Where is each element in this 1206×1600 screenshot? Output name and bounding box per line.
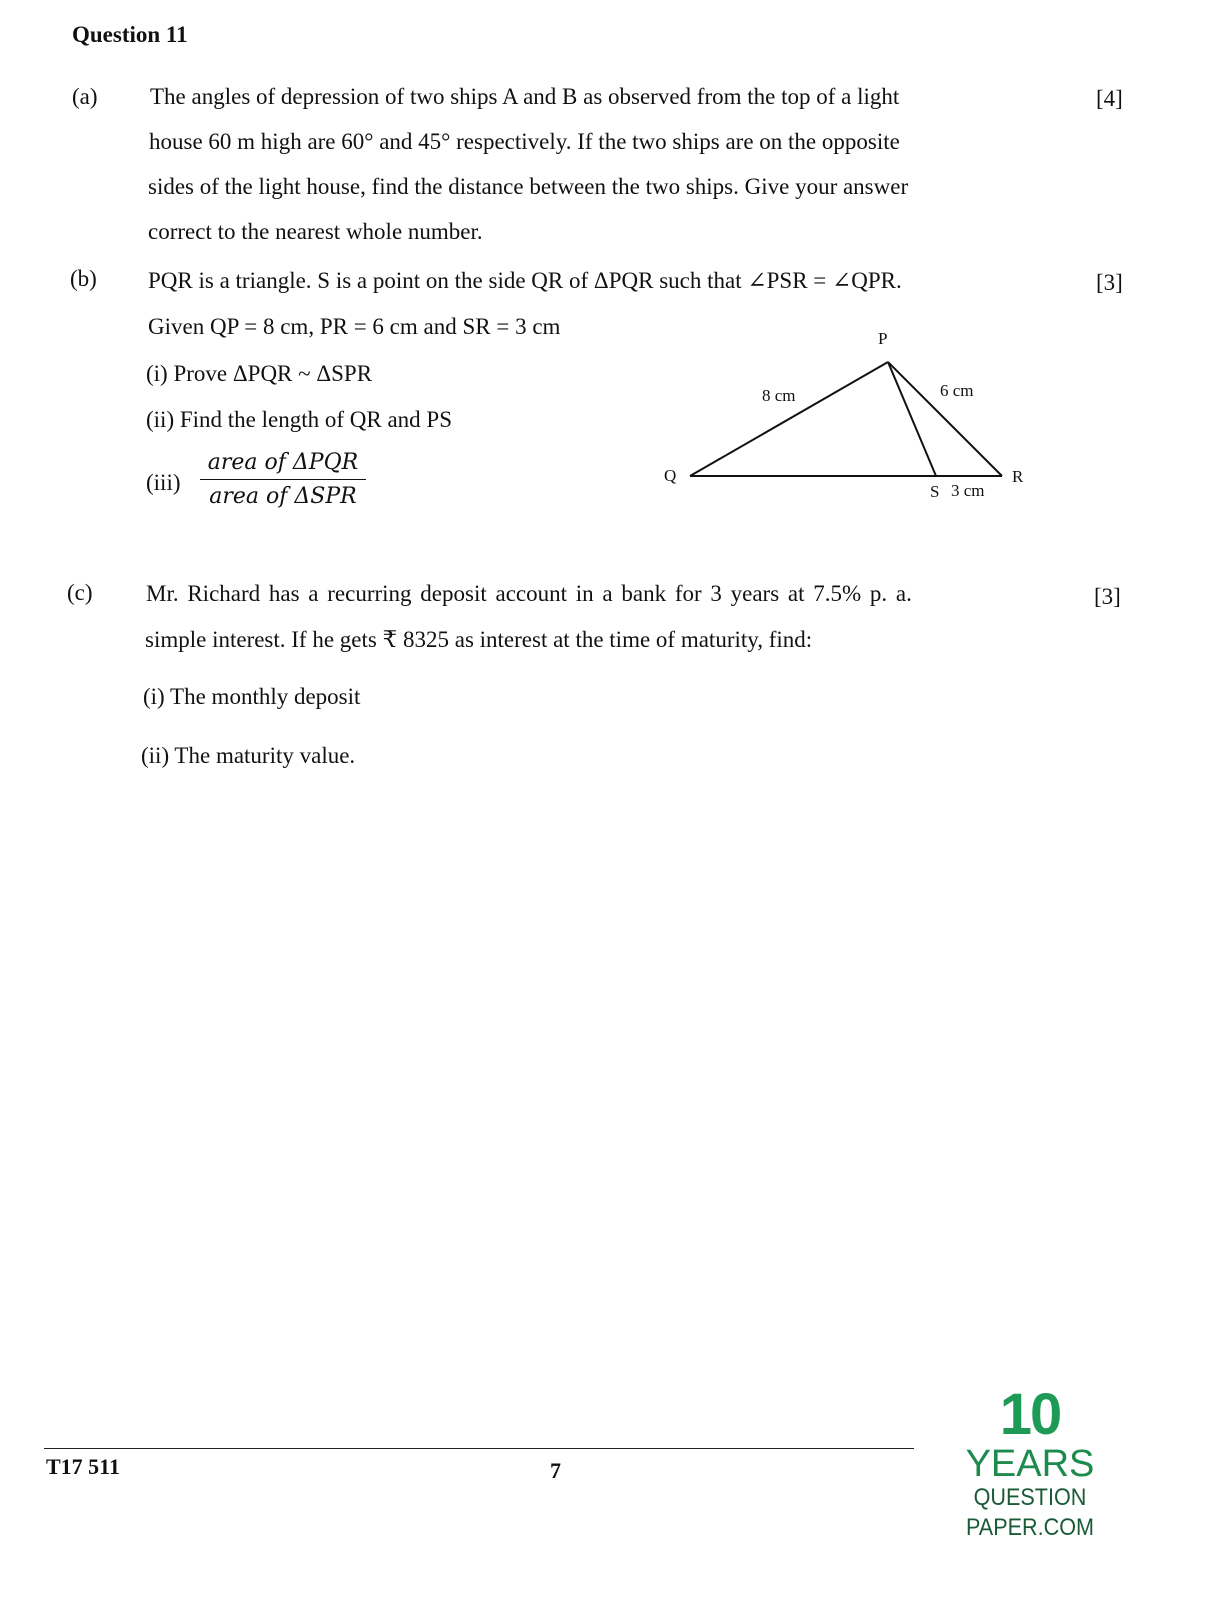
part-a-marks: [4] — [1096, 86, 1123, 111]
segment-ps — [888, 362, 936, 476]
vertex-s-label: S — [930, 482, 940, 501]
part-c-label: (c) — [67, 580, 93, 605]
logo-years: YEARS — [965, 1443, 1095, 1485]
part-b-line-1: PQR is a triangle. S is a point on the side QR of ΔPQR such that ∠PSR = ∠QPR. — [148, 268, 902, 293]
side-pr — [888, 362, 1002, 476]
vertex-r-label: R — [1012, 467, 1024, 486]
triangle-diagram — [640, 318, 1040, 508]
part-b-sub-i: (i) Prove ΔPQR ~ ΔSPR — [146, 361, 373, 386]
footer-page-number: 7 — [550, 1458, 561, 1483]
part-c-marks: [3] — [1094, 584, 1121, 609]
part-a-line-2: house 60 m high are 60° and 45° respectively. If the two ships are on the opposite — [149, 129, 900, 154]
part-a-line-4: correct to the nearest whole number. — [148, 219, 483, 244]
side-qp-length: 8 cm — [762, 386, 796, 405]
part-c-line-2: simple interest. If he gets ₹ 8325 as interest at the time of maturity, find: — [145, 627, 813, 652]
side-pr-length: 6 cm — [940, 381, 974, 400]
part-c-sub-ii: (ii) The maturity value. — [141, 743, 356, 768]
part-b-sub-iii-label: (iii) — [146, 470, 181, 495]
part-a-line-1: The angles of depression of two ships A and B as observed from the top of a light — [150, 84, 900, 109]
part-b-marks: [3] — [1096, 270, 1123, 295]
footer-rule — [44, 1448, 914, 1449]
part-c-sub-i: (i) The monthly deposit — [143, 684, 361, 709]
part-a-label: (a) — [72, 84, 98, 109]
logo-number: 10 — [999, 1382, 1061, 1447]
side-qp — [690, 362, 888, 476]
footer-paper-code: T17 511 — [46, 1454, 120, 1479]
vertex-q-label: Q — [664, 466, 677, 485]
part-b-sub-ii: (ii) Find the length of QR and PS — [146, 407, 453, 432]
question-title: Question 11 — [72, 22, 188, 47]
segment-sr-length: 3 cm — [951, 481, 985, 500]
vertex-p-label: P — [878, 329, 888, 348]
part-a-line-3: sides of the light house, find the distance between the two ships. Give your answer — [148, 174, 909, 199]
part-c-line-1: Mr. Richard has a recurring deposit account in a bank for 3 years at 7.5% p. a. — [146, 581, 912, 606]
fraction-numerator: area of ΔPQR — [207, 450, 359, 475]
fraction-denominator: area of ΔSPR — [200, 479, 366, 509]
part-b-line-2: Given QP = 8 cm, PR = 6 cm and SR = 3 cm — [148, 314, 561, 339]
part-b-label: (b) — [70, 266, 97, 291]
site-logo — [910, 1382, 1150, 1543]
area-ratio-fraction — [200, 450, 366, 509]
logo-site-name: QUESTION PAPER.COM — [965, 1484, 1095, 1541]
